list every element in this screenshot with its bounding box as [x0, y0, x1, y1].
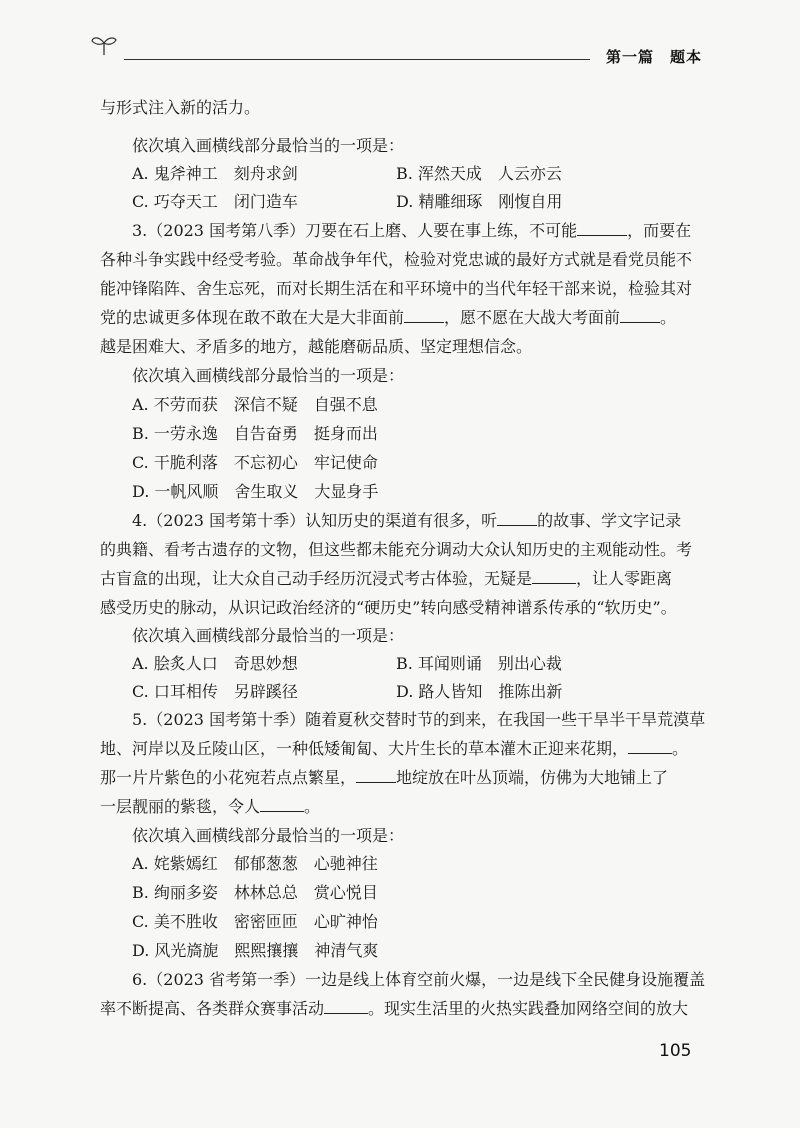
answer-blank	[532, 569, 576, 584]
option-c: C. 干脆利落 不忘初心 牢记使命	[132, 453, 378, 472]
option-c: C. 美不胜收 密密匝匝 心旷神怡	[132, 912, 378, 931]
option-c: C. 巧夺天工 闭门造车	[132, 192, 298, 211]
answer-blank	[260, 797, 304, 812]
text-line: 越是困难大、矛盾多的地方，越能磨砺品质、坚定理想信念。	[100, 337, 533, 356]
instruction: 依次填入画横线部分最恰当的一项是：	[132, 366, 405, 385]
answer-blank	[628, 739, 672, 754]
text-line: 能冲锋陷阵、舍生忘死，而对长期生活在和平环境中的当代年轻干部来说，检验其对	[100, 279, 693, 298]
question-6-line: 6.（2023 省考第一季）一边是线上体育空前火爆，一边是线下全民健身设施覆盖	[132, 970, 706, 989]
header-rule	[124, 59, 590, 60]
text-line: 感受历史的脉动，从识记政治经济的“硬历史”转向感受精神谱系传承的“软历史”。	[100, 598, 677, 617]
text-line: 党的忠诚更多体现在敢不敢在大是大非面前 ，愿不愿在大战大考面前 。	[100, 308, 677, 327]
question-4-line: 4.（2023 国考第十季）认知历史的渠道有很多，听 的故事、学文字记录	[132, 511, 682, 530]
answer-blank	[497, 511, 537, 526]
page-header	[90, 30, 710, 70]
text-line: 各种斗争实践中经受考验。革命战争年代，检验对党忠诚的最好方式就是看党员能不	[100, 250, 693, 269]
instruction: 依次填入画横线部分最恰当的一项是：	[132, 826, 405, 845]
text-line: 古盲盒的出现，让大众自己动手经历沉浸式考古体验，无疑是 ，让人零距离	[100, 569, 673, 588]
instruction: 依次填入画横线部分最恰当的一项是：	[132, 136, 405, 155]
option-b: B. 耳闻则诵 别出心裁	[396, 654, 562, 673]
section-title: 第一篇 题本	[605, 48, 702, 66]
option-d: D. 路人皆知 推陈出新	[396, 682, 563, 701]
answer-blank	[620, 308, 660, 323]
text-line: 率不断提高、各类群众赛事活动 。现实生活里的火热实践叠加网络空间的放大	[100, 999, 689, 1018]
option-d: D. 风光旖旎 熙熙攘攘 神清气爽	[132, 941, 379, 960]
option-b: B. 绚丽多姿 林林总总 赏心悦目	[132, 883, 378, 902]
option-a: A. 鬼斧神工 刻舟求剑	[132, 164, 298, 183]
text-line: 的典籍、看考古遗存的文物，但这些都未能充分调动大众认知历史的主观能动性。考	[100, 540, 693, 559]
question-5-line: 5.（2023 国考第十季）随着夏秋交替时节的到来，在我国一些干旱半干旱荒漠草	[132, 710, 706, 729]
option-d: D. 精雕细琢 刚愎自用	[396, 192, 563, 211]
sprout-icon	[90, 34, 118, 56]
text-line: 那一片片紫色的小花宛若点点繁星， 地绽放在叶丛顶端，仿佛为大地铺上了	[100, 768, 669, 787]
page-number: 105	[659, 1041, 692, 1061]
text-line: 一层靓丽的紫毯，令人 。	[100, 797, 321, 816]
answer-blank	[404, 308, 444, 323]
option-b: B. 一劳永逸 自告奋勇 挺身而出	[132, 424, 378, 443]
option-b: B. 浑然天成 人云亦云	[396, 164, 562, 183]
option-a: A. 姹紫嫣红 郁郁葱葱 心驰神往	[132, 854, 378, 873]
text-line: 地、河岸以及丘陵山区，一种低矮匍匐、大片生长的草本灌木正迎来花期， 。	[100, 739, 689, 758]
option-a: A. 脍炙人口 奇思妙想	[132, 654, 298, 673]
option-d: D. 一帆风顺 舍生取义 大显身手	[132, 482, 379, 501]
text-line: 与形式注入新的活力。	[100, 98, 261, 117]
answer-blank	[577, 221, 627, 236]
question-3-line: 3.（2023 国考第八季）刀要在石上磨、人要在事上练，不可能 ，而要在	[132, 221, 692, 240]
option-c: C. 口耳相传 另辟蹊径	[132, 682, 298, 701]
option-a: A. 不劳而获 深信不疑 自强不息	[132, 395, 378, 414]
answer-blank	[324, 999, 368, 1014]
answer-blank	[356, 768, 396, 783]
instruction: 依次填入画横线部分最恰当的一项是：	[132, 626, 405, 645]
